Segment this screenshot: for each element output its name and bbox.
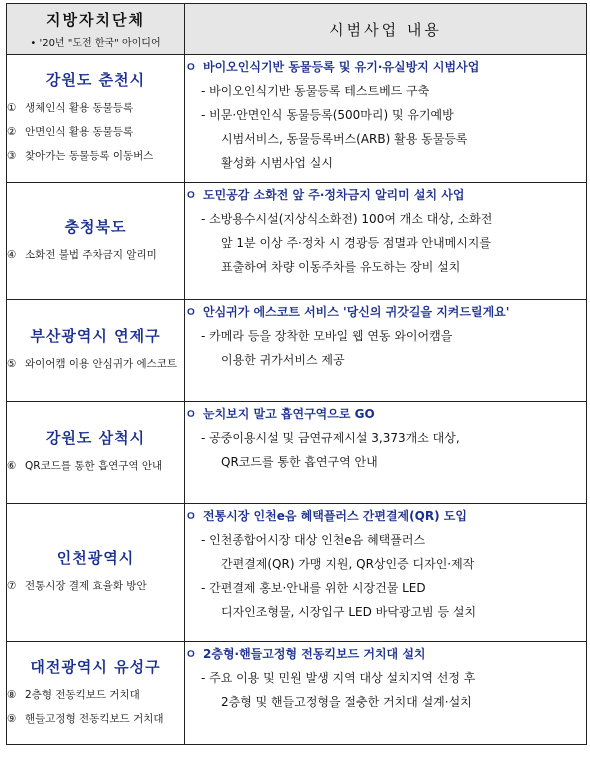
table-row [7,55,587,183]
table-body [7,55,587,745]
project-detail-line: QR코드를 통한 흡연구역 안내 [221,455,378,469]
project-detail-line: 활성화 시범사업 실시 [221,156,333,170]
region-name: 부산광역시 연제구 [30,327,161,345]
project-detail-line: - 간편결제 홍보·안내를 위한 시장건물 LED [201,581,426,595]
idea-item [7,707,184,731]
region-cell [7,504,185,642]
region-cell [7,642,185,745]
project-cell [185,642,587,745]
project-title-text: 눈치보지 말고 흡연구역으로 GO [203,407,375,421]
idea-text: 소화전 불법 주차금지 알리미 [25,248,157,261]
project-title-text: 도민공감 소화전 앞 주·정차금지 알리미 설치 사업 [203,188,465,202]
table-row [7,402,587,504]
project-detail-line: - 카메라 등을 장착한 모바일 웹 연동 와이어캠을 [201,329,453,343]
project-cell [185,55,587,183]
project-cell [185,402,587,504]
header-left-subtitle: • '20년 "도전 한국" 아이디어 [30,38,161,49]
idea-number: ⑨ [7,712,17,725]
idea-text: 안면인식 활용 동물등록 [25,126,134,138]
project-title-text: 바이오인식기반 동물등록 및 유기·유실방지 시범사업 [203,60,480,74]
idea-item [7,120,184,144]
bullet-icon: ㅇ [185,305,197,319]
project-title-text: 전통시장 인천e음 혜택플러스 간편결제(QR) 도입 [203,509,467,523]
region-name: 강원도 삼척시 [45,429,146,447]
project-title-text: 2층형·핸들고정형 전동킥보드 거치대 설치 [203,647,426,661]
project-cell [185,183,587,300]
bullet-icon: ㅇ [185,188,197,202]
region-name: 인천광역시 [56,549,135,567]
table-row [7,504,587,642]
table-header-row [7,4,587,55]
idea-text: 찾아가는 동물등록 이동버스 [25,150,154,162]
idea-text: 전통시장 결제 효율화 방안 [25,580,147,592]
bullet-icon: ㅇ [185,509,197,523]
project-title [185,402,586,426]
idea-text: 2층형 전동킥보드 거치대 [25,688,140,701]
project-title [185,300,586,324]
idea-item [7,352,184,376]
idea-text: 핸들고정형 전동킥보드 거치대 [25,712,164,725]
project-detail-line: - 인천종합어시장 대상 인천e음 혜택플러스 [201,533,426,547]
project-detail-line: 2층형 및 핸들고정형을 절충한 거치대 설계·설치 [221,695,472,709]
region-cell [7,402,185,504]
idea-number: ④ [7,248,17,261]
bullet-icon: ㅇ [185,647,197,661]
idea-text: 생체인식 활용 동물등록 [25,102,134,114]
idea-number: ⑤ [7,358,17,370]
project-detail-line: - 소방용수시설(지상식소화전) 100여 개소 대상, 소화전 [201,212,493,226]
project-detail-line: - 비문·안면인식 동물등록(500마리) 및 유기예방 [201,108,454,122]
idea-number: ② [7,126,17,138]
project-detail-line: - 주요 이용 및 민원 발생 지역 대상 설치지역 선정 후 [201,671,476,685]
project-detail-line: 시범서비스, 동물등록버스(ARB) 활용 동물등록 [221,132,468,146]
project-detail-line: 디자인조형물, 시장입구 LED 바닥광고빔 등 설치 [221,605,477,619]
bullet-icon: ㅇ [185,60,197,74]
header-left-cell [7,4,185,55]
idea-item [7,574,184,598]
project-title [185,183,586,207]
idea-number: ⑥ [7,460,17,472]
project-cell [185,300,587,402]
region-name: 충청북도 [64,217,127,236]
idea-text: QR코드를 통한 흡연구역 안내 [25,460,163,472]
project-detail-line: 이용한 귀가서비스 제공 [221,353,345,367]
project-title-text: 안심귀가 에스코트 서비스 '당신의 귀갓길을 지켜드릴게요' [203,305,510,319]
idea-item [7,96,184,120]
header-left-title: 지방자치단체 [46,11,145,29]
idea-number: ③ [7,150,17,162]
region-name: 강원도 춘천시 [45,71,146,89]
project-detail-line: - 공중이용시설 및 금연규제시설 3,373개소 대상, [201,431,460,445]
table-row [7,300,587,402]
pilot-project-table [6,3,587,745]
project-detail-line: - 바이오인식기반 동물등록 테스트베드 구축 [201,84,430,98]
header-right-title: 시범사업 내용 [185,4,587,55]
project-cell [185,504,587,642]
region-cell [7,55,185,183]
project-detail-line: 간편결제(QR) 가맹 지원, QR상인증 디자인·제작 [221,557,475,571]
idea-number: ① [7,102,17,114]
idea-text: 와이어캠 이용 안심귀가 에스코트 [25,358,178,370]
bullet-icon: ㅇ [185,407,197,421]
idea-item [7,454,184,478]
project-title [185,504,586,528]
table-row [7,642,587,745]
idea-item [7,683,184,707]
project-detail-line: 표출하여 차량 이동주차를 유도하는 장비 설치 [221,260,461,274]
region-cell [7,300,185,402]
idea-item [7,243,184,267]
region-name: 대전광역시 유성구 [30,657,161,676]
idea-number: ⑦ [7,580,17,592]
region-cell [7,183,185,300]
project-title [185,642,586,666]
idea-item [7,144,184,168]
project-detail-line: 앞 1분 이상 주·정차 시 경광등 점멸과 안내메시지를 [221,236,491,250]
idea-number: ⑧ [7,688,17,701]
project-title [185,55,586,79]
table-row [7,183,587,300]
